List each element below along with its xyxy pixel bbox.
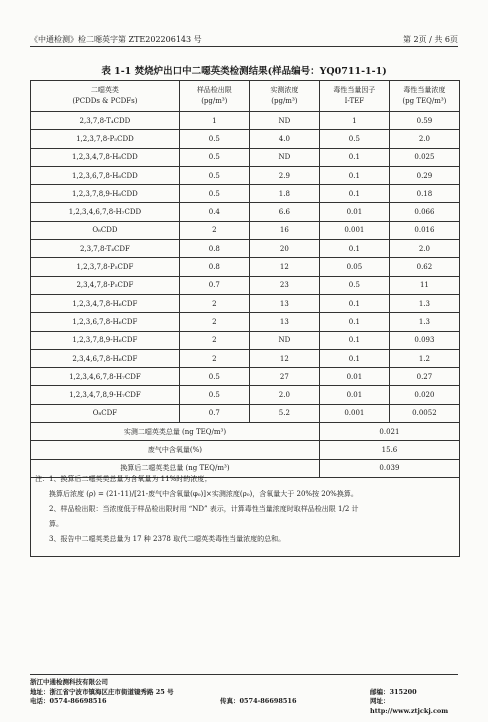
- cell-compound: 1,2,3,4,7,8,9-H₇CDF: [31, 386, 180, 404]
- table-row: [31, 221, 460, 239]
- cell-compound: 2,3,4,7,8-P₅CDF: [31, 276, 180, 294]
- footer-address: 地址：浙江省宁波市镇海区庄市街道镜秀路 25 号: [30, 687, 174, 696]
- col-header-compound: 二噁英类 (PCDDs & PCDFs): [31, 81, 180, 112]
- col-header-detection-limit: 样品检出限 (pg/m³): [179, 81, 249, 112]
- cell-detection-limit: 0.5: [179, 166, 249, 184]
- cell-detection-limit: 0.7: [179, 404, 249, 422]
- cell-teq: 2.0: [389, 240, 459, 258]
- cell-teq: 0.62: [389, 258, 459, 276]
- cell-tef: 0.1: [319, 331, 389, 349]
- cell-teq: 0.59: [389, 112, 459, 130]
- cell-compound: 1,2,3,4,7,8-H₆CDD: [31, 148, 180, 166]
- table-row: [31, 185, 460, 203]
- cell-teq: 1.3: [389, 313, 459, 331]
- cell-teq: 0.066: [389, 203, 459, 221]
- cell-detection-limit: 0.5: [179, 185, 249, 203]
- table-row: [31, 166, 460, 184]
- table-row: [31, 258, 460, 276]
- header-rule: [30, 46, 458, 47]
- cell-compound: 1,2,3,7,8-P₅CDF: [31, 258, 180, 276]
- cell-detection-limit: 2: [179, 313, 249, 331]
- footer-fax: 传真：0574-86698516: [220, 697, 297, 705]
- notes-box: [30, 471, 460, 557]
- cell-compound: 1,2,3,6,7,8-H₆CDD: [31, 166, 180, 184]
- cell-teq: 2.0: [389, 130, 459, 148]
- footer-company: 浙江中通检测科技有限公司: [30, 678, 108, 686]
- cell-measured: ND: [249, 148, 319, 166]
- cell-teq: 0.29: [389, 166, 459, 184]
- cell-teq: 0.025: [389, 148, 459, 166]
- cell-detection-limit: 0.5: [179, 130, 249, 148]
- cell-detection-limit: 2: [179, 349, 249, 367]
- summary-row: [31, 423, 460, 441]
- cell-detection-limit: 0.5: [179, 148, 249, 166]
- cell-measured: ND: [249, 331, 319, 349]
- cell-measured: 4.0: [249, 130, 319, 148]
- cell-compound: 1,2,3,7,8,9-H₆CDD: [31, 185, 180, 203]
- table-row: [31, 240, 460, 258]
- note-1: 注：1、换算后二噁英类总量为含氧量为 11%时的浓度；: [35, 475, 212, 483]
- col-header-teq: 毒性当量浓度 (pg TEQ/m³): [389, 81, 459, 112]
- cell-compound: 1,2,3,4,6,7,8-H₇CDF: [31, 368, 180, 386]
- summary-value: 15.6: [319, 441, 459, 459]
- table-header-row: [31, 81, 460, 112]
- summary-label: 实测二噁英类总量 (ng TEQ/m³): [31, 423, 320, 441]
- footer-website: 网址：http://www.ztjckj.com: [370, 697, 449, 715]
- cell-tef: 0.1: [319, 240, 389, 258]
- cell-tef: 0.1: [319, 313, 389, 331]
- results-table: [30, 80, 460, 478]
- cell-tef: 0.001: [319, 404, 389, 422]
- cell-teq: 11: [389, 276, 459, 294]
- table-row: [31, 349, 460, 367]
- cell-tef: 0.001: [319, 221, 389, 239]
- cell-teq: 0.016: [389, 221, 459, 239]
- cell-measured: 12: [249, 258, 319, 276]
- summary-row: [31, 441, 460, 459]
- cell-detection-limit: 0.8: [179, 258, 249, 276]
- cell-detection-limit: 0.5: [179, 386, 249, 404]
- table-row: [31, 386, 460, 404]
- cell-measured: 12: [249, 349, 319, 367]
- cell-tef: 0.1: [319, 166, 389, 184]
- cell-tef: 0.1: [319, 294, 389, 312]
- cell-compound: 1,2,3,4,7,8-H₆CDF: [31, 294, 180, 312]
- cell-tef: 0.5: [319, 276, 389, 294]
- table-row: [31, 294, 460, 312]
- footer-postcode: 邮编：315200: [370, 687, 417, 696]
- cell-compound: 1,2,3,7,8,9-H₆CDF: [31, 331, 180, 349]
- col-header-tef: 毒性当量因子 I-TEF: [319, 81, 389, 112]
- table-row: [31, 276, 460, 294]
- cell-detection-limit: 2: [179, 221, 249, 239]
- note-3: 3、报告中二噁英类总量为 17 种 2378 取代二噁英类毒性当量浓度的总和。: [49, 535, 286, 543]
- summary-value: 0.021: [319, 423, 459, 441]
- cell-measured: 5.2: [249, 404, 319, 422]
- cell-tef: 0.01: [319, 203, 389, 221]
- cell-measured: 2.0: [249, 386, 319, 404]
- summary-label: 废气中含氧量(%): [31, 441, 320, 459]
- cell-compound: 1,2,3,6,7,8-H₆CDF: [31, 313, 180, 331]
- table-row: [31, 331, 460, 349]
- cell-measured: 6.6: [249, 203, 319, 221]
- page-indicator: 第 2页 / 共 6页: [402, 35, 458, 44]
- note-2: 2、样品检出限：当浓度低于样品检出限时用 “ND” 表示，计算毒性当量浓度时取样品检出限 1/2 计: [49, 505, 359, 513]
- footer-phone: 电话：0574-86698516: [30, 697, 107, 705]
- cell-tef: 1: [319, 112, 389, 130]
- page-footer: [30, 674, 458, 715]
- table-row: [31, 404, 460, 422]
- table-row: [31, 148, 460, 166]
- cell-tef: 0.1: [319, 349, 389, 367]
- cell-measured: 23: [249, 276, 319, 294]
- note-2-cont: 算。: [49, 520, 63, 528]
- cell-compound: O₈CDD: [31, 221, 180, 239]
- cell-teq: 0.020: [389, 386, 459, 404]
- summary-value: 0.039: [319, 459, 459, 477]
- cell-detection-limit: 0.4: [179, 203, 249, 221]
- cell-measured: 27: [249, 368, 319, 386]
- cell-compound: 1,2,3,4,6,7,8-H₇CDD: [31, 203, 180, 221]
- cell-tef: 0.5: [319, 130, 389, 148]
- table-row: [31, 112, 460, 130]
- cell-measured: 2.9: [249, 166, 319, 184]
- cell-measured: ND: [249, 112, 319, 130]
- table-row: [31, 203, 460, 221]
- cell-measured: 16: [249, 221, 319, 239]
- cell-teq: 0.093: [389, 331, 459, 349]
- cell-teq: 0.27: [389, 368, 459, 386]
- table-row: [31, 368, 460, 386]
- cell-teq: 0.0052: [389, 404, 459, 422]
- cell-detection-limit: 2: [179, 331, 249, 349]
- cell-tef: 0.01: [319, 386, 389, 404]
- cell-detection-limit: 0.7: [179, 276, 249, 294]
- cell-measured: 20: [249, 240, 319, 258]
- cell-detection-limit: 1: [179, 112, 249, 130]
- cell-detection-limit: 2: [179, 294, 249, 312]
- page-header: [30, 34, 458, 45]
- cell-compound: O₈CDF: [31, 404, 180, 422]
- cell-teq: 1.2: [389, 349, 459, 367]
- cell-compound: 2,3,7,8-T₄CDD: [31, 112, 180, 130]
- cell-tef: 0.01: [319, 368, 389, 386]
- cell-tef: 0.1: [319, 148, 389, 166]
- cell-detection-limit: 0.5: [179, 368, 249, 386]
- table-row: [31, 313, 460, 331]
- summary-label: 换算后二噁英类总量 (ng TEQ/m³): [31, 459, 320, 477]
- table-title: 表 1-1 焚烧炉出口中二噁英类检测结果(样品编号：YQ0711-1-1): [101, 66, 387, 77]
- cell-detection-limit: 0.8: [179, 240, 249, 258]
- note-1-formula: 换算后浓度 (ρ) = (21-11)/[21-废气中含氧量(φ₀)]×实测浓度(ρ₀)，含氧量大于 20%按 20%换算。: [49, 490, 358, 498]
- cell-teq: 0.18: [389, 185, 459, 203]
- cell-tef: 0.05: [319, 258, 389, 276]
- cell-measured: 13: [249, 294, 319, 312]
- cell-measured: 13: [249, 313, 319, 331]
- cell-compound: 2,3,7,8-T₄CDF: [31, 240, 180, 258]
- col-header-measured: 实测浓度 (pg/m³): [249, 81, 319, 112]
- cell-measured: 1.8: [249, 185, 319, 203]
- cell-teq: 1.3: [389, 294, 459, 312]
- cell-compound: 1,2,3,7,8-P₅CDD: [31, 130, 180, 148]
- cell-compound: 2,3,4,6,7,8-H₆CDF: [31, 349, 180, 367]
- report-number: 《中通检测》检二噁英字第 ZTE202206143 号: [30, 35, 202, 44]
- cell-tef: 0.1: [319, 185, 389, 203]
- table-row: [31, 130, 460, 148]
